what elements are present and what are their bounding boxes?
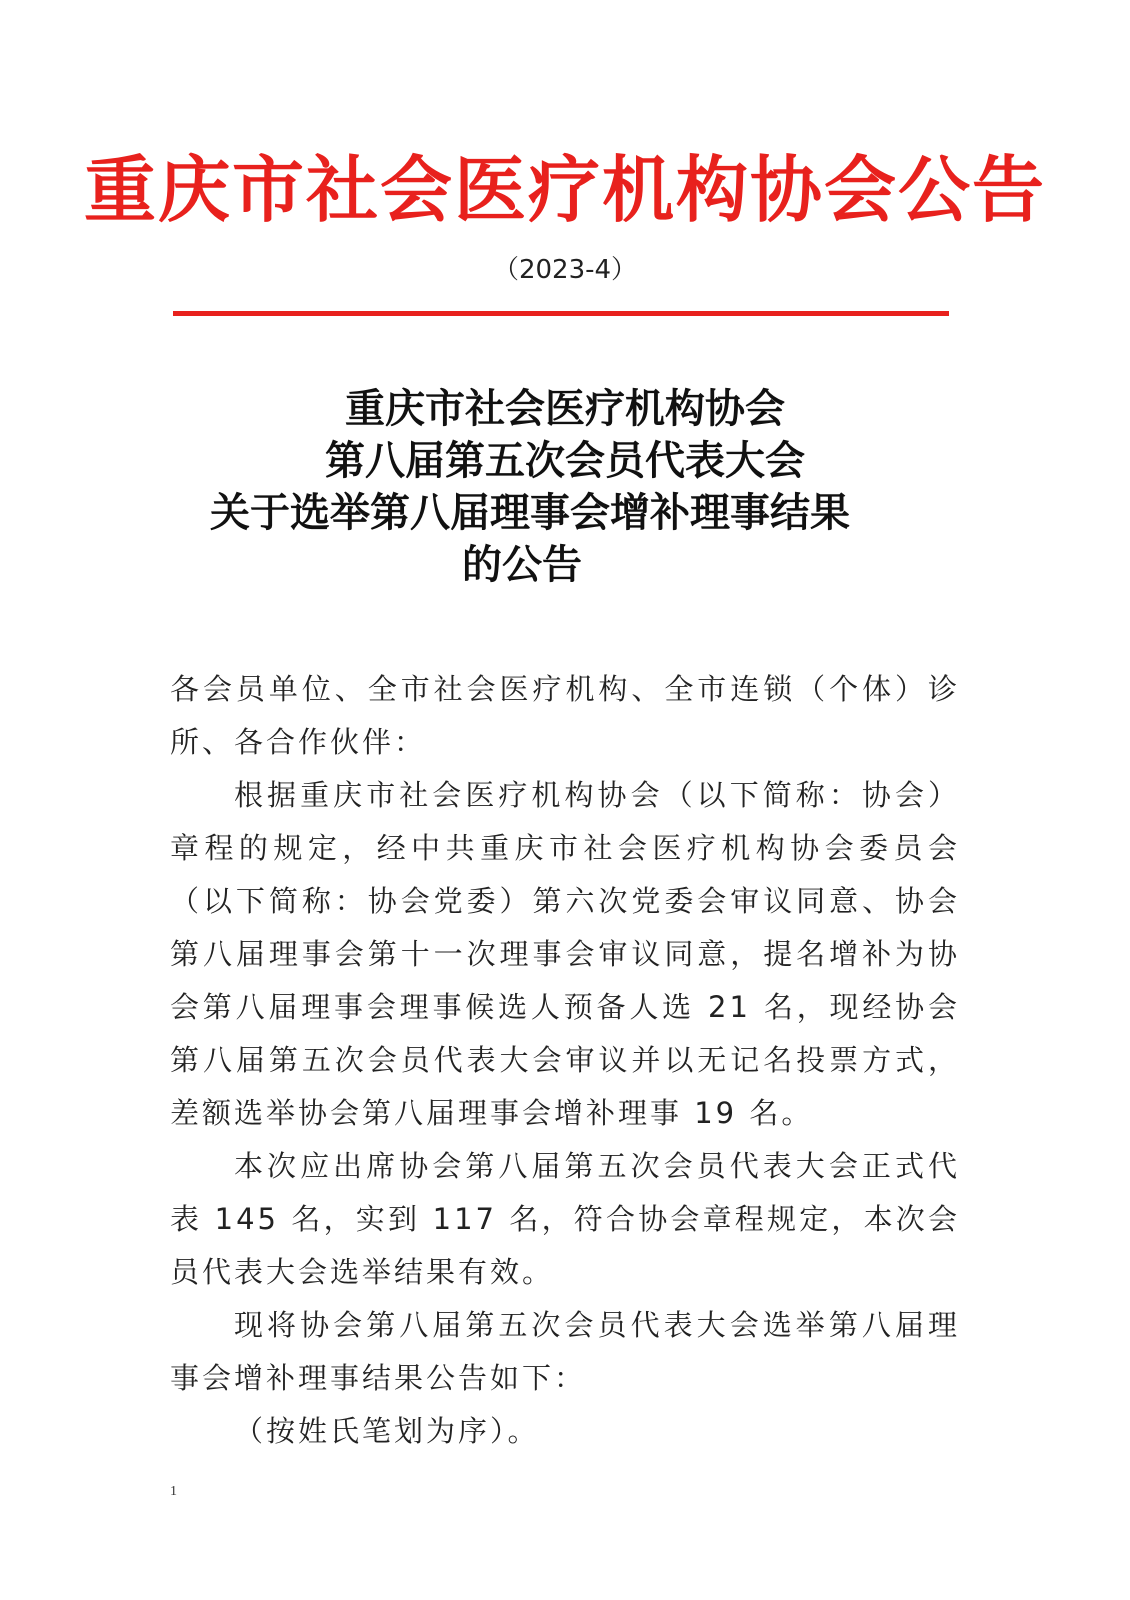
title-line-3: 关于选举第八届理事会增补理事结果 [210,490,850,536]
notice-title [0,383,1130,591]
title-line-2: 第八届第五次会员代表大会 [325,438,805,484]
paragraph-4: （按姓氏笔划为序）。 [234,1414,540,1448]
paragraph-3: 现将协会第八届第五次会员代表大会选举第八届理事会增补理事结果公告如下： [170,1308,960,1395]
masthead-title: 重庆市社会医疗机构协会公告 [83,147,1046,232]
notice-body [170,663,960,1458]
title-line-1: 重庆市社会医疗机构协会 [345,386,785,432]
title-line-4: 的公告 [462,542,582,588]
salutation: 各会员单位、全市社会医疗机构、全市连锁（个体）诊所、各合作伙伴： [170,672,960,759]
document-number: （2023-4） [492,255,638,285]
red-divider [173,311,949,316]
paragraph-2: 本次应出席协会第八届第五次会员代表大会正式代表 145 名，实到 117 名，符合协会章程规定，本次会员代表大会选举结果有效。 [170,1149,960,1289]
paragraph-1: 根据重庆市社会医疗机构协会（以下简称：协会）章程的规定，经中共重庆市社会医疗机构协会委员会（以下简称：协会党委）第六次党委会审议同意、协会第八届理事会第十一次理事会审议同意，提名增补为协会第八届理事会理事候选人预备人选 21 名，现经协会第八届第五次会员代表大会审议并以无记名投票方式，差额选举协会第八届理事会增补理事 19 名。 [170,778,960,1130]
page-number: 1 [170,1484,177,1499]
